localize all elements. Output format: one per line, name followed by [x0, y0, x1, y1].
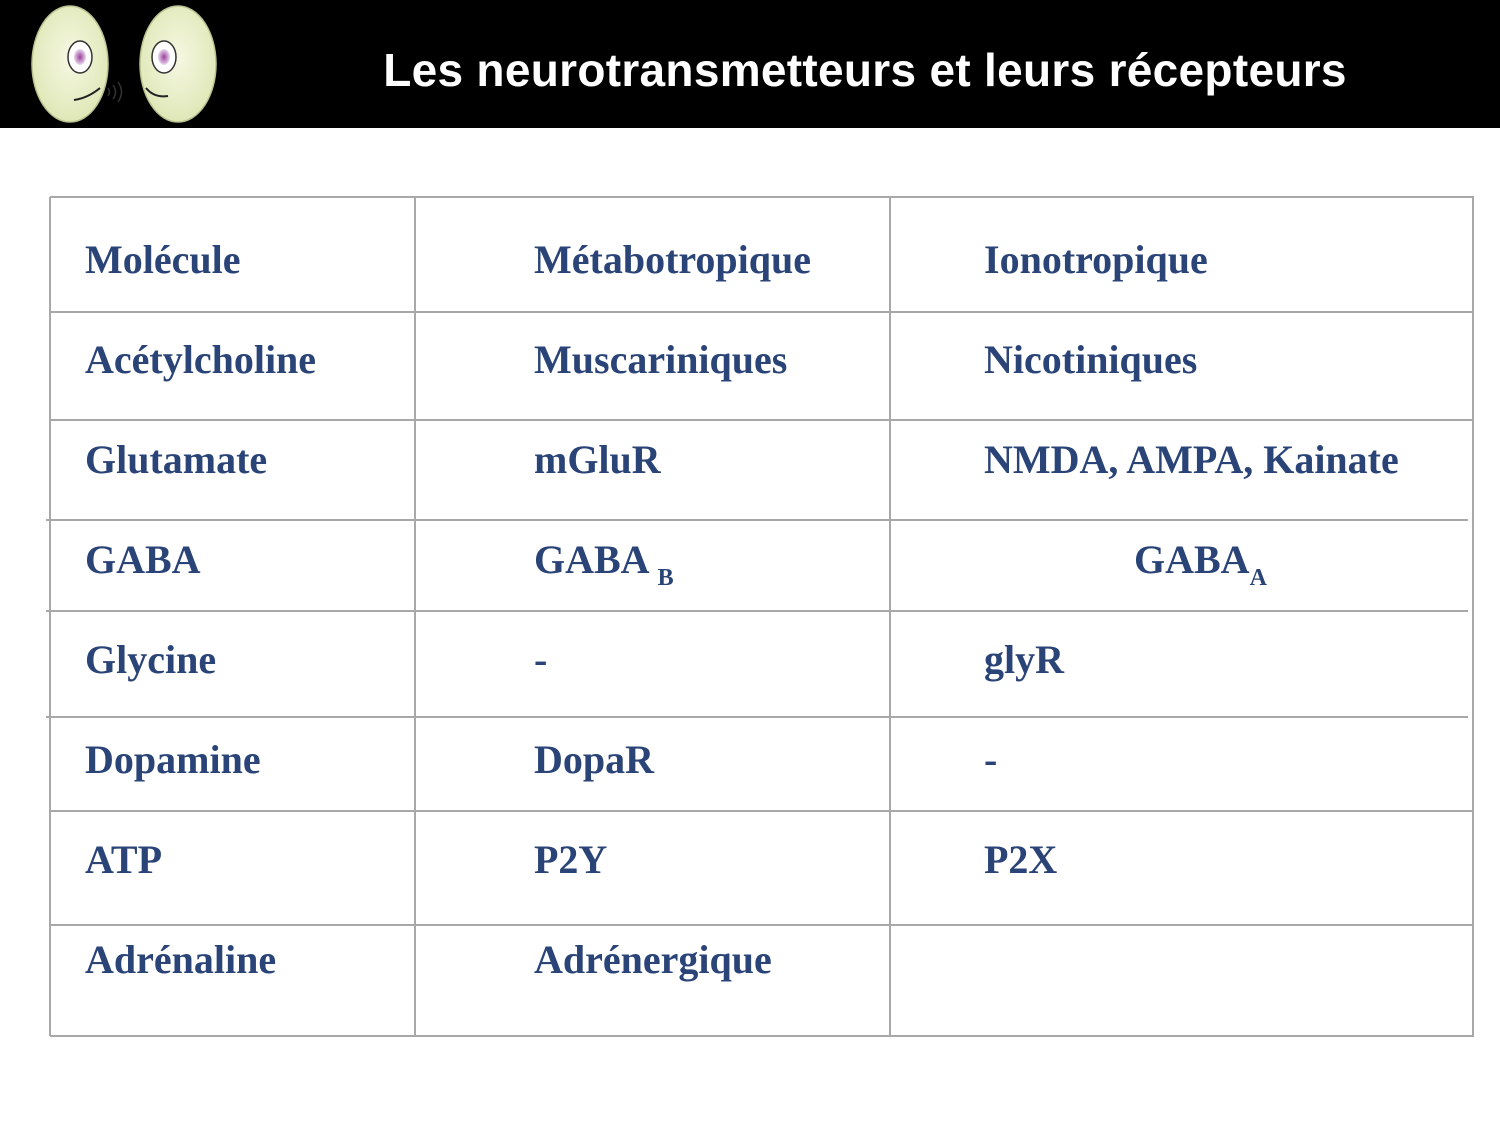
table-row-divider: [50, 924, 1474, 926]
table-cell-molecule-text: Glycine: [85, 637, 217, 682]
table-cell-ionotropic: [984, 336, 1197, 384]
table-row-divider: [46, 519, 1468, 521]
table-cell-molecule-text: Acétylcholine: [85, 337, 317, 382]
table-cell-ionotropic-text: Nicotiniques: [984, 337, 1198, 382]
table-column-divider: [889, 197, 891, 1036]
table-cell-metabotropic: [534, 536, 674, 591]
table-cell-metabotropic-text: DopaR: [534, 737, 655, 782]
table-cell-molecule: [85, 436, 267, 484]
table-row-divider: [50, 196, 1474, 198]
table-cell-ionotropic-subscript: A: [1249, 565, 1267, 591]
table-cell-ionotropic-text: P2X: [984, 837, 1058, 882]
table-cell-molecule: [85, 336, 316, 384]
table-row-divider: [46, 610, 1468, 612]
table-header-cell-text: Métabotropique: [534, 237, 812, 282]
table-cell-metabotropic: [534, 436, 661, 484]
table-cell-metabotropic: [534, 836, 607, 884]
table-row-divider: [50, 810, 1474, 812]
table-cell-molecule-text: Dopamine: [85, 737, 261, 782]
table-cell-ionotropic-text: -: [984, 737, 998, 782]
table-cell-metabotropic-text: mGluR: [534, 437, 661, 482]
table-cell-metabotropic-text: P2Y: [534, 837, 608, 882]
table-cell-metabotropic-text: Muscariniques: [534, 337, 788, 382]
table-column-divider: [414, 197, 416, 1036]
table-cell-molecule: [85, 636, 216, 684]
table-row-divider: [50, 311, 1474, 313]
table-cell-molecule-text: Glutamate: [85, 437, 268, 482]
table-column-divider: [49, 197, 51, 1036]
table-cell-ionotropic: [984, 736, 997, 784]
slide-title: Les neurotransmetteurs et leurs récepteurs: [383, 44, 1347, 96]
table-header-cell: [534, 236, 811, 284]
table-row-divider: [46, 716, 1468, 718]
table-header-cell-text: Ionotropique: [984, 237, 1208, 282]
table-cell-metabotropic-text: GABA: [534, 537, 650, 582]
table-cell-metabotropic-text: Adrénergique: [534, 937, 772, 982]
table-cell-molecule: [85, 736, 261, 784]
table-header-cell: [85, 236, 241, 284]
table-cell-ionotropic: [1134, 536, 1267, 591]
table-cell-molecule: [85, 936, 276, 984]
table-cell-ionotropic: [984, 636, 1064, 684]
table-header-cell: [984, 236, 1208, 284]
table-column-divider: [1472, 197, 1474, 1036]
table-cell-metabotropic: [534, 636, 547, 684]
table-cell-ionotropic-text: glyR: [984, 637, 1064, 682]
table-cell-ionotropic: [984, 836, 1057, 884]
table-cell-molecule-text: GABA: [85, 537, 201, 582]
table-cell-metabotropic: [534, 336, 787, 384]
table-cell-ionotropic-text: NMDA, AMPA, Kainate: [984, 437, 1399, 482]
table-cell-metabotropic-text: -: [534, 637, 548, 682]
table-row-divider: [50, 419, 1474, 421]
table-cell-molecule: [85, 536, 201, 584]
table-cell-metabotropic: [534, 936, 772, 984]
table-row-divider: [50, 1035, 1474, 1037]
table-cell-metabotropic: [534, 736, 654, 784]
table-cell-molecule-text: Adrénaline: [85, 937, 277, 982]
table-cell-molecule-text: ATP: [85, 837, 163, 882]
table-cell-ionotropic: [984, 436, 1399, 484]
table-cell-molecule: [85, 836, 162, 884]
table-cell-ionotropic-text: GABA: [1134, 537, 1250, 582]
table-cell-metabotropic-subscript: B: [657, 565, 674, 591]
table-header-cell-text: Molécule: [85, 237, 241, 282]
